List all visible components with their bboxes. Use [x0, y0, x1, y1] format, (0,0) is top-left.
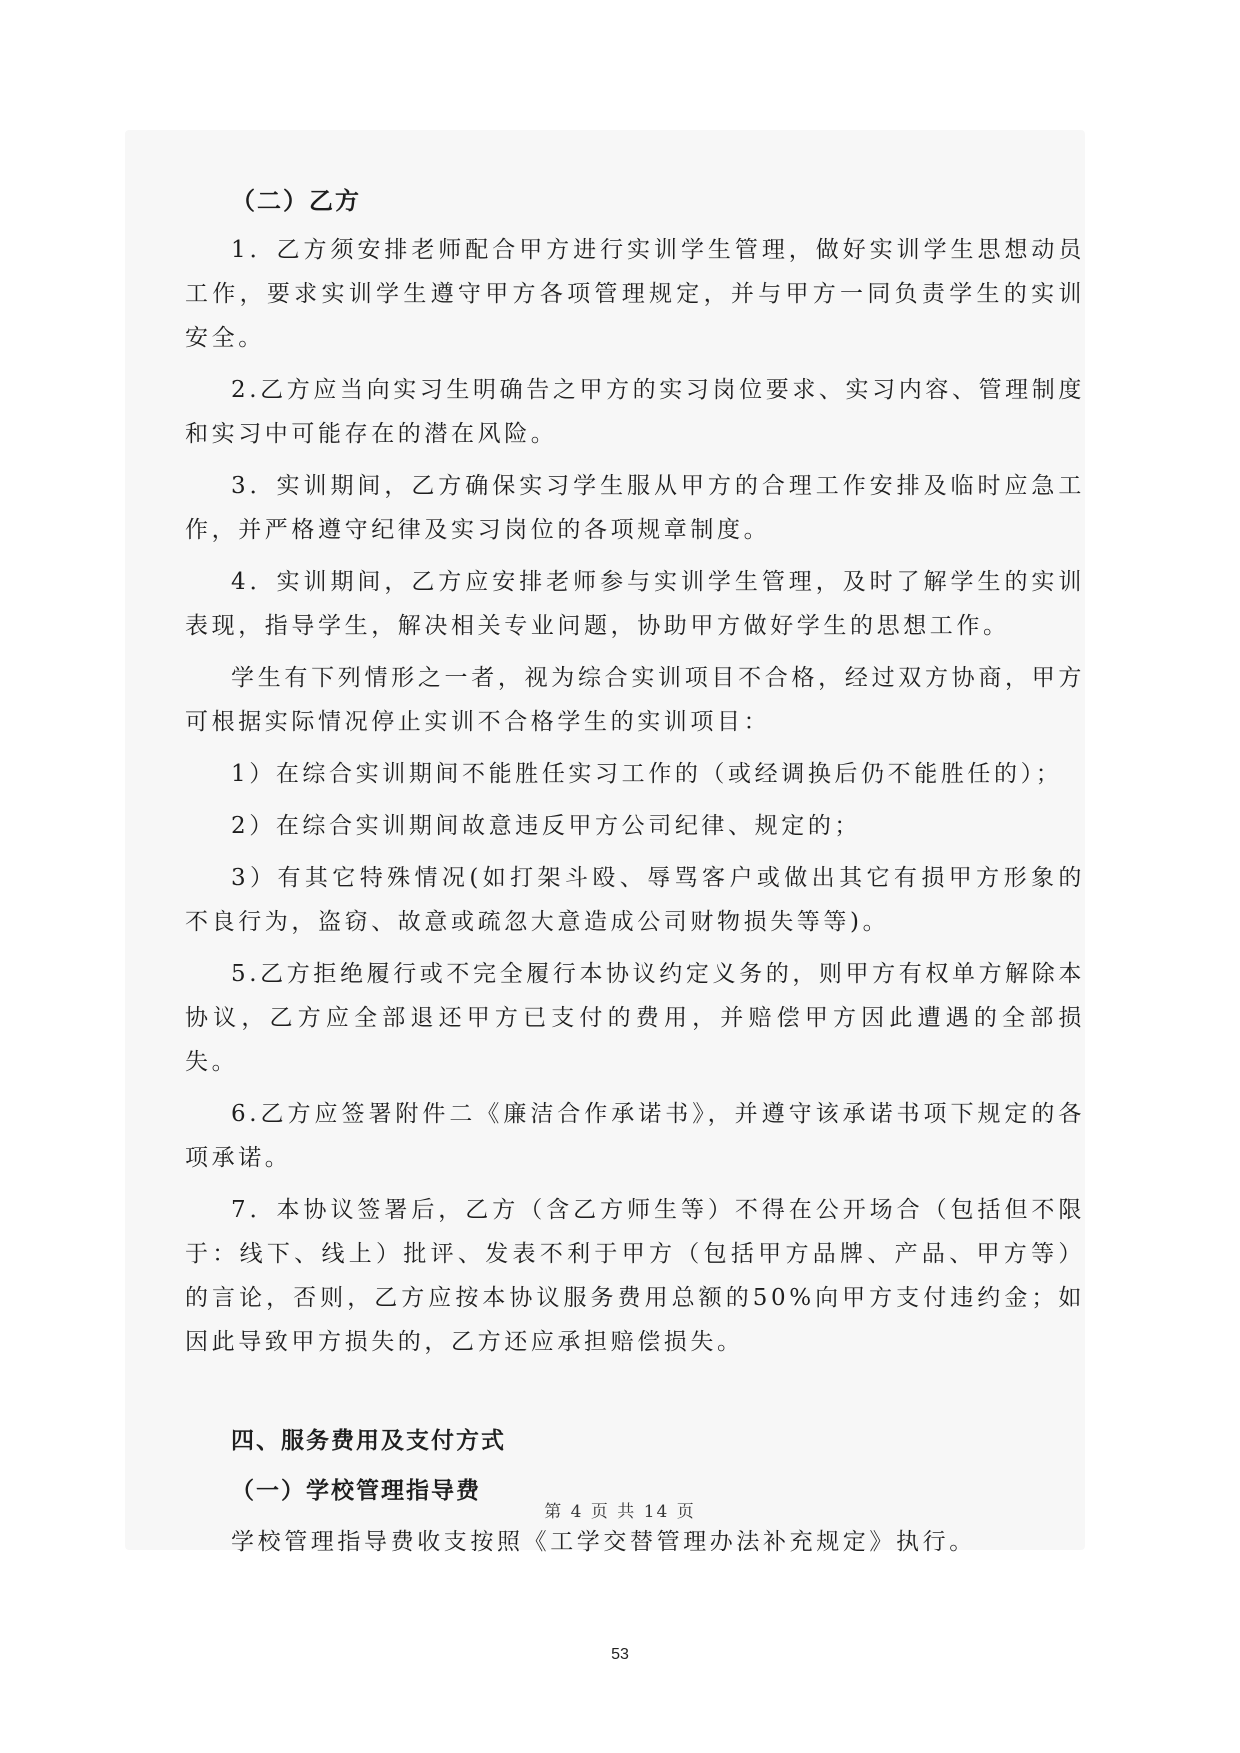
list-item-1: 1）在综合实训期间不能胜任实习工作的（或经调换后仍不能胜任的）；	[231, 761, 1063, 787]
paragraph-3: 3．实训期间，乙方确保实习学生服从甲方的合理工作安排及临时应急工作，并严格遵守纪律及实习岗位的各项规章制度。	[185, 473, 1085, 543]
section-gap	[185, 1372, 1085, 1418]
paragraph-5: 5.乙方拒绝履行或不完全履行本协议约定义务的，则甲方有权单方解除本协议，乙方应全部退还甲方已支付的费用，并赔偿甲方因此遭遇的全部损失。	[185, 961, 1085, 1075]
list-item-3: 3）有其它特殊情况(如打架斗殴、辱骂客户或做出其它有损甲方形象的不良行为，盗窃、故意或疏忽大意造成公司财物损失等等)。	[185, 865, 1085, 935]
list-item-2: 2）在综合实训期间故意违反甲方公司纪律、规定的；	[231, 813, 862, 839]
page-number: 53	[611, 1646, 629, 1663]
paragraph-school-fee: 学校管理指导费收支按照《工学交替管理办法补充规定》执行。	[231, 1529, 976, 1555]
paragraph-1: 1．乙方须安排老师配合甲方进行实训学生管理，做好实训学生思想动员工作，要求实训学生遵守甲方各项管理规定，并与甲方一同负责学生的实训安全。	[185, 237, 1085, 351]
paragraph-2: 2.乙方应当向实习生明确告之甲方的实习岗位要求、实习内容、管理制度和实习中可能存在的潜在风险。	[185, 377, 1085, 447]
section-heading-fees: 四、服务费用及支付方式	[231, 1427, 506, 1454]
paragraph-7: 7．本协议签署后，乙方（含乙方师生等）不得在公开场合（包括但不限于：线下、线上）批评、发表不利于甲方（包括甲方品牌、产品、甲方等）的言论，否则，乙方应按本协议服务费用总额的50%向甲方支付违约金；如因此导致甲方损失的，乙方还应承担赔偿损失。	[185, 1197, 1085, 1355]
sub-heading-school-fee: （一）学校管理指导费	[231, 1477, 481, 1504]
paragraph-4: 4．实训期间，乙方应安排老师参与实训学生管理，及时了解学生的实训表现，指导学生，解决相关专业问题，协助甲方做好学生的思想工作。	[185, 569, 1085, 639]
paragraph-unqualified-intro: 学生有下列情形之一者，视为综合实训项目不合格，经过双方协商，甲方可根据实际情况停止实训不合格学生的实训项目：	[185, 665, 1085, 735]
document-body	[185, 178, 1085, 1572]
section-heading-party-b: （二）乙方	[231, 186, 361, 215]
paragraph-6: 6.乙方应签署附件二《廉洁合作承诺书》，并遵守该承诺书项下规定的各项承诺。	[185, 1101, 1085, 1171]
page-info: 第 4 页 共 14 页	[544, 1502, 696, 1522]
